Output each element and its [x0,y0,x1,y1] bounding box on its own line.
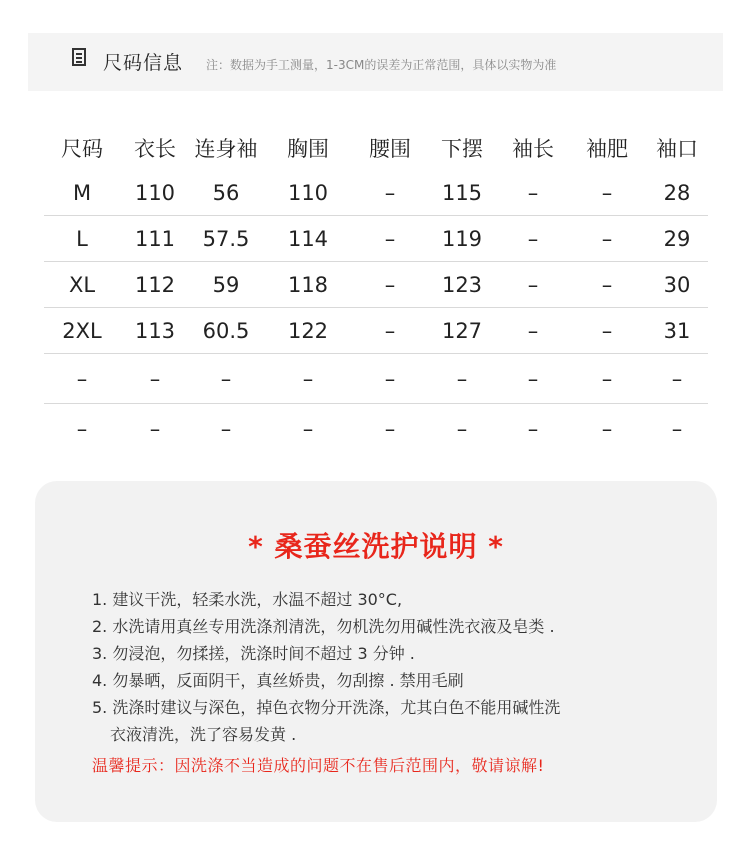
table-cell: – [527,180,539,205]
table-cell: – [601,318,613,343]
table-cell: – [527,416,539,441]
table-cell: – [384,226,396,251]
column-header: 尺码 [61,137,103,161]
table-body [44,170,708,453]
table-row [44,262,708,308]
column-header: 下摆 [441,137,483,161]
table-cell: – [384,318,396,343]
table-cell: 115 [441,180,483,205]
table-cell: 119 [441,226,483,251]
table-cell: 111 [134,226,176,251]
column-header: 连身袖 [194,137,258,161]
column-header: 袖肥 [586,137,628,161]
table-cell: – [149,416,161,441]
table-cell: 114 [287,226,329,251]
table-cell: – [384,272,396,297]
table-cell: L [76,226,88,251]
table-cell: – [149,366,161,391]
care-item: 2. 水洗请用真丝专用洗涤剂清洗，勿机洗勿用碱性洗衣液及皂类 . [92,617,555,636]
table-cell: 2XL [62,318,102,343]
table-cell: – [220,416,232,441]
table-cell: – [384,180,396,205]
size-table [44,126,708,453]
care-item: 1. 建议干洗，轻柔水洗，水温不超过 30°C, [92,590,403,609]
table-cell: – [601,272,613,297]
column-header: 衣长 [134,137,176,161]
column-header: 胸围 [287,137,329,161]
table-cell: – [76,366,88,391]
table-cell: 110 [287,180,329,205]
table-row [44,216,708,262]
silk-care-card [35,481,717,822]
table-row [44,354,708,404]
table-cell: 110 [134,180,176,205]
table-cell: – [527,272,539,297]
table-cell: – [601,226,613,251]
column-header: 袖口 [656,137,698,161]
table-cell: – [527,318,539,343]
table-row [44,170,708,216]
table-cell: 127 [441,318,483,343]
care-warning: 温馨提示：因洗涤不当造成的问题不在售后范围内，敬请谅解! [92,756,545,775]
table-cell: – [456,366,468,391]
table-cell: 123 [441,272,483,297]
table-header-row [44,126,708,170]
table-cell: 57.5 [202,226,250,251]
table-cell: 112 [134,272,176,297]
care-item-continuation: 衣液清洗，洗了容易发黄 . [110,725,297,744]
measurement-note: 注：数据为手工测量，1-3CM的误差为正常范围，具体以实物为准 [206,58,557,72]
table-row [44,308,708,354]
table-cell: 60.5 [202,318,250,343]
care-item: 4. 勿暴晒，反面阴干，真丝娇贵，勿刮擦 . 禁用毛刷 [92,671,464,690]
table-cell: 28 [663,180,691,205]
table-cell: M [72,180,92,205]
table-cell: 59 [212,272,240,297]
table-cell: 29 [663,226,691,251]
column-header: 腰围 [369,137,411,161]
table-cell: 122 [287,318,329,343]
size-info-header [28,33,723,91]
care-title: * 桑蚕丝洗护说明 * [248,530,504,563]
table-cell: – [671,366,683,391]
table-cell: – [456,416,468,441]
table-cell: – [302,416,314,441]
table-cell: 30 [663,272,691,297]
care-item: 3. 勿浸泡，勿揉搓，洗涤时间不超过 3 分钟 . [92,644,415,663]
table-cell: 56 [212,180,240,205]
table-cell: – [220,366,232,391]
table-cell: 31 [663,318,691,343]
table-cell: – [601,366,613,391]
table-row [44,404,708,453]
table-cell: – [527,226,539,251]
table-cell: – [601,416,613,441]
table-cell: – [302,366,314,391]
care-item: 5. 洗涤时建议与深色，掉色衣物分开洗涤，尤其白色不能用碱性洗 [92,698,561,717]
table-cell: – [384,366,396,391]
size-info-title: 尺码信息 [103,52,184,74]
document-list-icon [72,48,86,66]
table-cell: XL [68,272,96,297]
table-cell: – [76,416,88,441]
table-cell: – [601,180,613,205]
table-cell: – [384,416,396,441]
table-cell: 113 [134,318,176,343]
table-cell: – [671,416,683,441]
table-cell: – [527,366,539,391]
table-cell: 118 [287,272,329,297]
care-instructions-list [92,586,692,748]
column-header: 袖长 [512,137,554,161]
